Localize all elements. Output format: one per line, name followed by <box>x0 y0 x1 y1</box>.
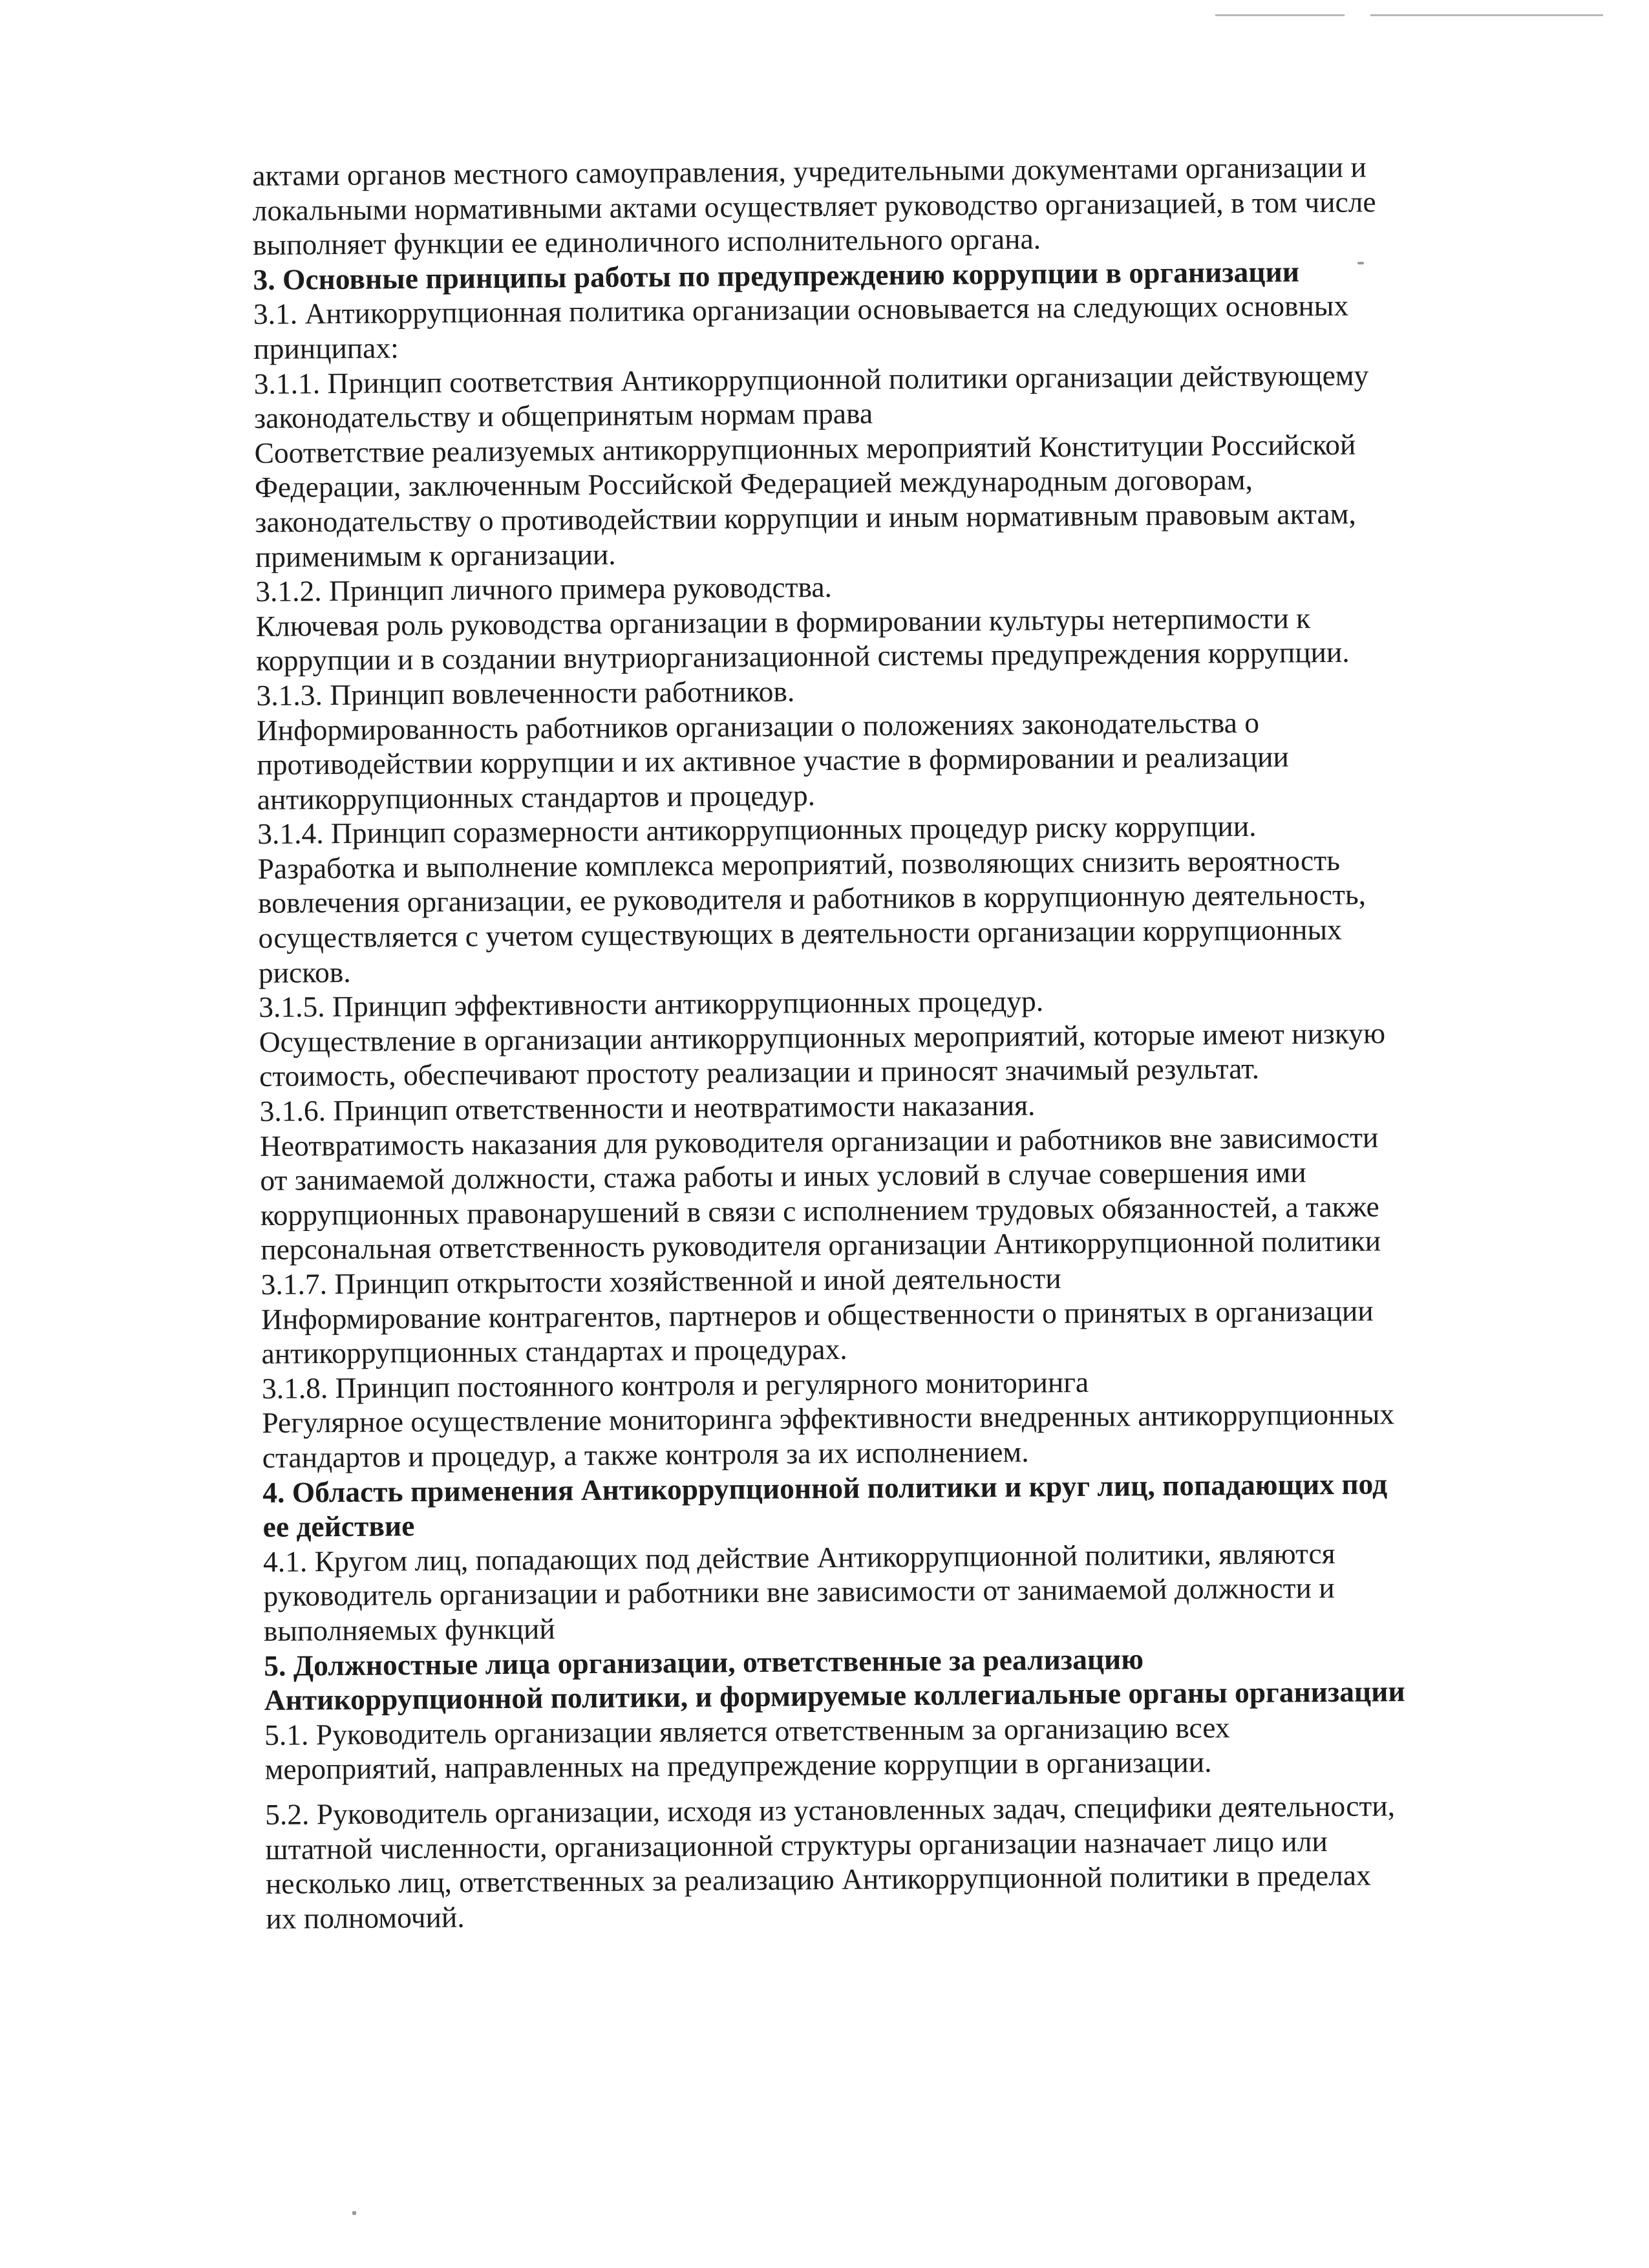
body-text-line: стандартов и процедур, а также контроля за их исполнением. <box>262 1435 1029 1474</box>
body-text-line: принципах: <box>253 331 399 365</box>
body-text-line: законодательству и общепринятым нормам права <box>253 396 873 435</box>
body-text-line: 3.1.5. Принцип эффективности антикоррупционных процедур. <box>259 984 1044 1024</box>
body-text-line: выполняет функции ее единоличного исполнительного органа. <box>252 222 1041 262</box>
body-text-line: антикоррупционных стандартах и процедурах. <box>261 1332 847 1371</box>
scan-speck <box>352 2211 356 2215</box>
section-heading-line: 3. Основные принципы работы по предупреждению коррупции в организации <box>253 255 1300 296</box>
body-text-line: 3.1. Антикоррупционная политика организации основывается на следующих основных <box>253 289 1349 331</box>
body-text-line: 4.1. Кругом лиц, попадающих под действие Антикоррупционной политики, являются <box>262 1536 1335 1578</box>
body-text-line: антикоррупционных стандартов и процедур. <box>257 778 816 816</box>
body-text-line: Информированность работников организации о положениях законодательства о <box>256 705 1260 747</box>
body-text-line: применимым к организации. <box>255 537 616 573</box>
body-text-line: стоимость, обеспечивают простоту реализации и приносят значимый результат. <box>259 1052 1260 1093</box>
body-text-line: 3.1.4. Принцип соразмерности антикоррупционных процедур риску коррупции. <box>257 809 1257 851</box>
body-text-line: 3.1.6. Принцип ответственности и неотвратимости наказания. <box>259 1088 1036 1128</box>
body-text-line: 5.1. Руководитель организации является ответственным за организацию всех <box>264 1710 1230 1751</box>
body-text-line: 3.1.8. Принцип постоянного контроля и регулярного мониторинга <box>261 1365 1089 1405</box>
scan-edge-mark <box>1215 14 1345 16</box>
section-heading-line: ее действие <box>262 1509 415 1544</box>
body-text-line: 3.1.7. Принцип открытости хозяйственной и иной деятельности <box>261 1261 1061 1301</box>
section-heading-line: Антикоррупционной политики, и формируемые коллегиальные органы организации <box>264 1674 1405 1717</box>
body-text-line: актами органов местного самоуправления, учредительными документами организации и <box>252 150 1367 192</box>
body-text-line: их полномочий. <box>266 1900 465 1935</box>
body-text-line: 5.2. Руководитель организации, исходя из установленных задач, специфики деятельности, <box>264 1789 1396 1831</box>
body-text-line: мероприятий, направленных на предупреждение коррупции в организации. <box>264 1745 1212 1786</box>
body-text-line: руководитель организации и работники вне зависимости от занимаемой должности и <box>263 1571 1335 1613</box>
body-text-line: 3.1.1. Принцип соответствия Антикоррупционной политики организации действующему <box>253 358 1369 400</box>
body-text-line: коррупционных правонарушений в связи с исполнением трудовых обязанностей, а также <box>260 1190 1379 1232</box>
body-text-line: Регулярное осуществление мониторинга эффективности внедренных антикоррупционных <box>262 1397 1395 1440</box>
body-text-line: Информирование контрагентов, партнеров и общественности о принятых в организации <box>261 1294 1374 1336</box>
body-text-line: Ключевая роль руководства организации в формировании культуры нетерпимости к <box>255 601 1311 643</box>
section-heading-line: 5. Должностные лица организации, ответственные за реализацию <box>264 1642 1144 1682</box>
body-text-line: рисков. <box>258 955 351 989</box>
body-text-line: от занимаемой должности, стажа работы и иных условий в случае совершения ими <box>260 1155 1306 1197</box>
body-text-line: выполняемых функций <box>263 1612 555 1647</box>
body-text-line: осуществляется с учетом существующих в деятельности организации коррупционных <box>258 912 1343 955</box>
body-text-line: коррупции и в создании внутриорганизационной системы предупреждения коррупции. <box>255 636 1350 678</box>
body-text-line: Соответствие реализуемых антикоррупционных мероприятий Конституции Российской <box>254 427 1356 469</box>
document-page <box>252 148 1543 1936</box>
body-text-line: штатной численности, организационной структуры организации назначает лицо или <box>265 1824 1328 1866</box>
body-text-line: 3.1.3. Принцип вовлеченности работников. <box>256 674 795 712</box>
body-text-line: несколько лиц, ответственных за реализацию Антикоррупционной политики в пределах <box>265 1858 1371 1901</box>
body-text-line: Федерации, заключенным Российской Федерацией международным договорам, <box>254 463 1253 504</box>
body-text-line: противодействии коррупции и их активное участие в формировании и реализации <box>257 740 1289 782</box>
body-text-line: законодательству о противодействии коррупции и иным нормативным правовым актам, <box>255 497 1357 539</box>
scan-edge-mark <box>1370 14 1603 16</box>
body-text-line: локальными нормативными актами осуществляет руководство организацией, в том числе <box>252 184 1376 227</box>
section-heading-line: 4. Область применения Антикоррупционной политики и круг лиц, попадающих под <box>262 1466 1388 1509</box>
body-text-line: Осуществление в организации антикоррупционных мероприятий, которые имеют низкую <box>259 1016 1386 1058</box>
body-text-line: вовлечения организации, ее руководителя и работников в коррупционную деятельность, <box>257 877 1367 920</box>
body-text-line: Разработка и выполнение комплекса мероприятий, позволяющих снизить вероятность <box>257 843 1341 885</box>
body-text-line: персональная ответственность руководителя организации Антикоррупционной политики <box>261 1224 1381 1267</box>
body-text-line: 3.1.2. Принцип личного примера руководства. <box>255 570 833 608</box>
body-text-line: Неотвратимость наказания для руководителя организации и работников вне зависимости <box>259 1120 1379 1162</box>
